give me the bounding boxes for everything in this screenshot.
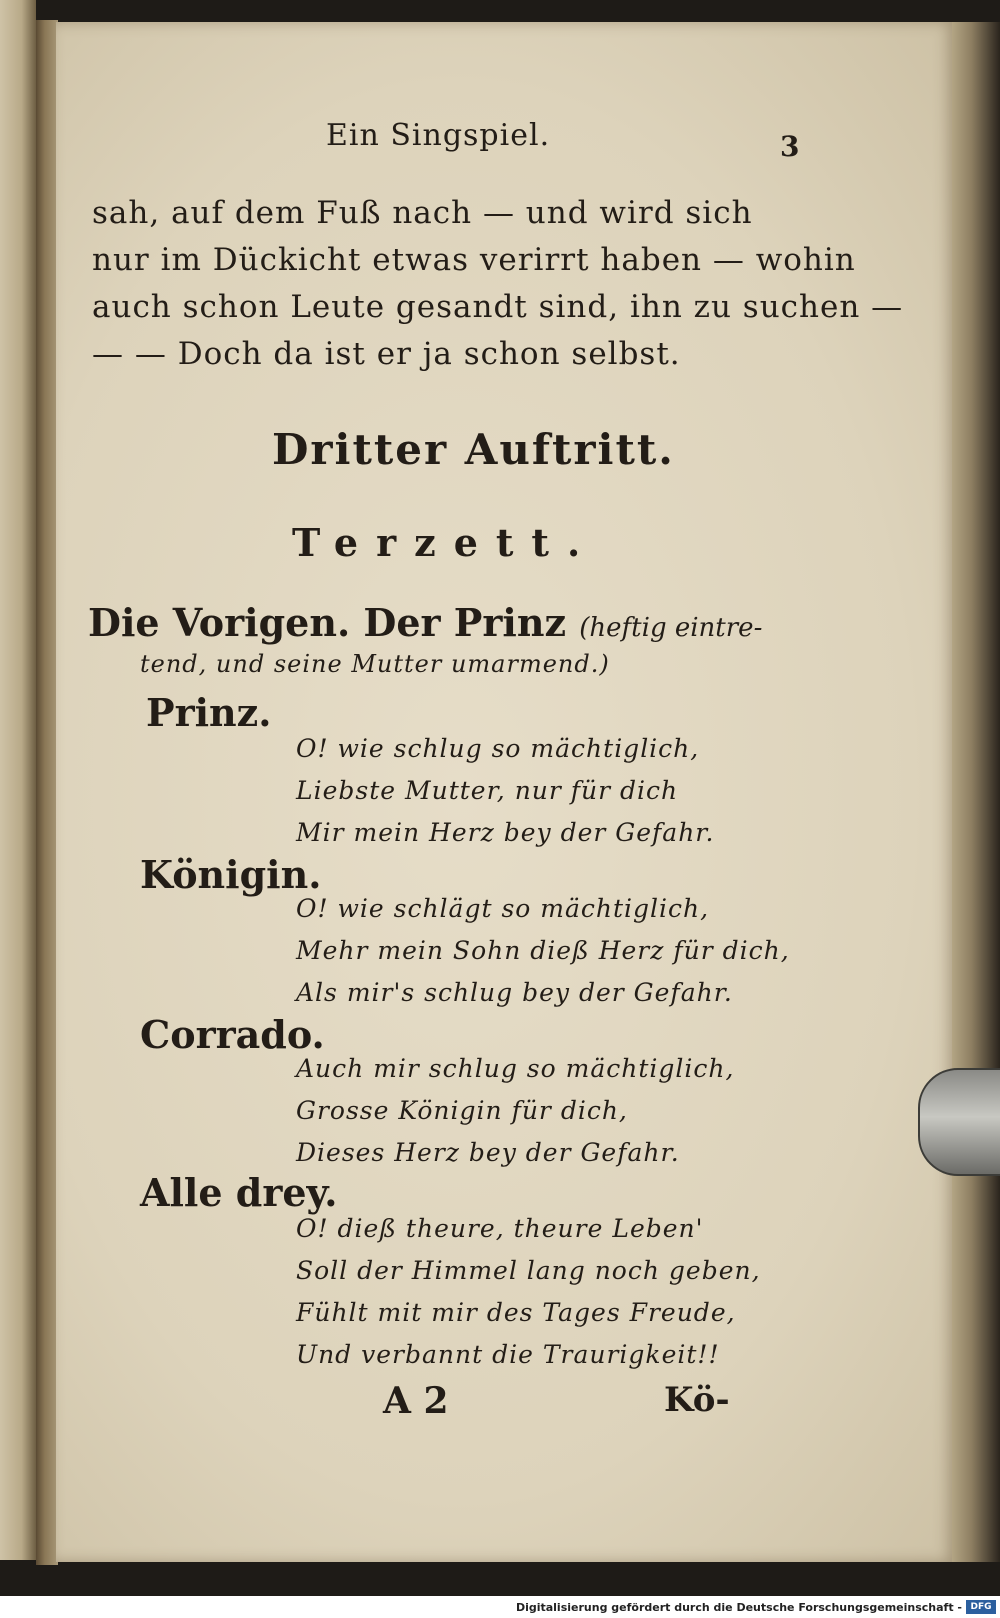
book-binding xyxy=(36,20,58,1565)
speaker-label: Alle drey. xyxy=(140,1170,338,1215)
verse-line: Soll der Himmel lang noch geben, xyxy=(296,1256,761,1285)
dfg-logo: DFG xyxy=(966,1600,996,1614)
signature-mark: A 2 xyxy=(383,1380,449,1422)
stage-direction-main: Die Vorigen. Der Prinz xyxy=(88,600,567,645)
number-title: Terzett. xyxy=(292,520,599,565)
verse-line: Fühlt mit mir des Tages Freude, xyxy=(296,1298,736,1327)
prose-line: sah, auf dem Fuß nach — und wird sich xyxy=(92,195,753,231)
prose-line: nur im Dückicht etwas verirrt haben — wohin xyxy=(92,242,856,278)
page-number: 3 xyxy=(780,130,800,163)
stage-direction xyxy=(88,600,762,645)
verse-line: O! wie schlug so mächtiglich, xyxy=(296,734,700,763)
verse-line: Als mir's schlug bey der Gefahr. xyxy=(296,978,733,1007)
facing-page-edge xyxy=(0,0,36,1560)
speaker-label: Königin. xyxy=(140,852,322,897)
speaker-label: Prinz. xyxy=(146,690,272,735)
catchword: Kö- xyxy=(664,1380,730,1420)
prose-block xyxy=(92,190,903,378)
scene-title: Dritter Auftritt. xyxy=(272,425,675,474)
speaker-label: Corrado. xyxy=(140,1012,325,1057)
verse-block xyxy=(296,728,714,854)
prose-line: — — Doch da ist er ja schon selbst. xyxy=(92,336,681,372)
stage-direction-paren: (heftig eintre- xyxy=(579,613,763,643)
verse-line: Mehr mein Sohn dieß Herz für dich, xyxy=(296,936,790,965)
verse-line: Liebste Mutter, nur für dich xyxy=(296,776,679,805)
verse-line: Mir mein Herz bey der Gefahr. xyxy=(296,818,715,847)
verse-line: Und verbannt die Traurigkeit!! xyxy=(296,1340,720,1369)
verse-line: Auch mir schlug so mächtiglich, xyxy=(296,1054,735,1083)
verse-line: O! wie schlägt so mächtiglich, xyxy=(296,894,710,923)
prose-line: auch schon Leute gesandt sind, ihn zu suchen — xyxy=(92,289,904,325)
verse-line: Dieses Herz bey der Gefahr. xyxy=(296,1138,680,1167)
page-edge-right xyxy=(952,22,1000,1562)
running-head: Ein Singspiel. xyxy=(326,118,551,153)
verse-block xyxy=(296,1208,761,1376)
verse-block xyxy=(296,888,790,1014)
footer-credit: Digitalisierung gefördert durch die Deutsche Forschungsgemeinschaft - xyxy=(515,1601,962,1614)
verse-line: Grosse Königin für dich, xyxy=(296,1096,628,1125)
page-clip xyxy=(918,1068,1000,1176)
verse-line: O! dieß theure, theure Leben' xyxy=(296,1214,704,1243)
stage-direction-continued: tend, und seine Mutter umarmend.) xyxy=(140,650,610,678)
verse-block xyxy=(296,1048,734,1174)
